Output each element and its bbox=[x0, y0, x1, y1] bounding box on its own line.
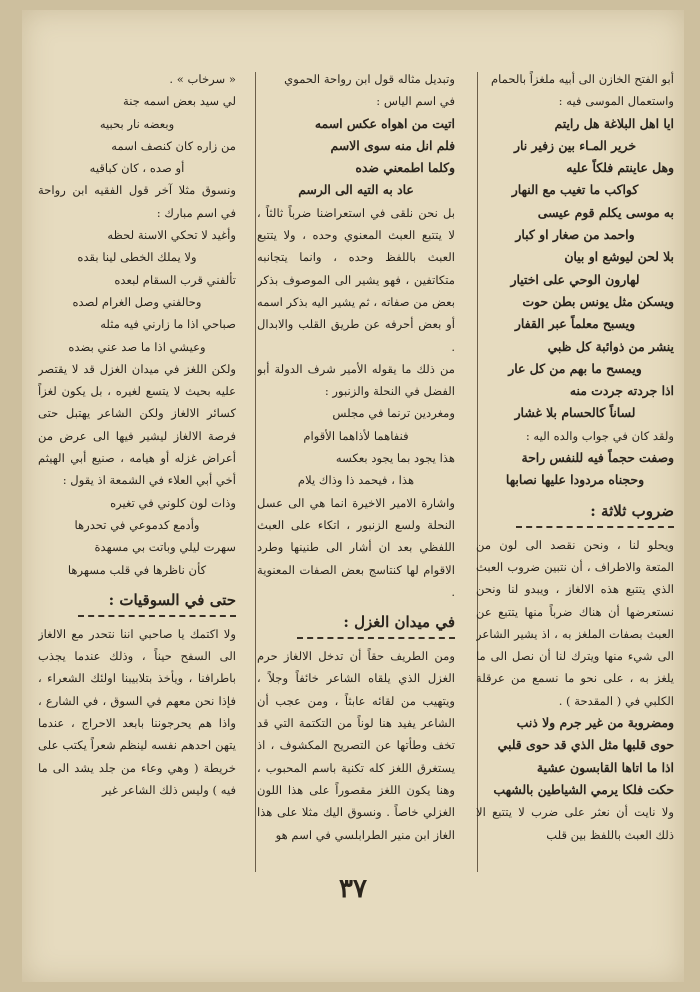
column-left bbox=[38, 68, 236, 878]
verse-line: هذا ، فيحمد ذا وذاك يلام bbox=[297, 473, 415, 488]
verse-line: أو صده ، كان كباقيه bbox=[89, 161, 185, 176]
verse-line: ومضروبة من غير جرم ولا ذنب bbox=[516, 715, 674, 731]
verse-line: اذا جردته جردت منه bbox=[569, 383, 674, 399]
text-line: ولقد كان في جواب والده اليه : bbox=[525, 428, 674, 443]
text-line: وتبديل مثاله قول ابن رواحة الحموي bbox=[284, 72, 455, 86]
verse-line: اذا ما اتاها القابسون عشية bbox=[536, 759, 674, 775]
page-number: ٣٧ bbox=[339, 874, 367, 904]
verse-line: وبعضه نار بحبيه bbox=[99, 116, 175, 131]
verse-line: كواكب ما تغيب مع النهار bbox=[511, 182, 639, 198]
verse-line: وكلما اطمعني ضده bbox=[355, 160, 455, 176]
section-heading: ضروب ثلاثة : bbox=[516, 496, 674, 528]
paragraph: ويحلو لنا ، ونحن نقصد الى لون من المتعة والاطراف ، أن نتبين ضروب العبث الذي يتتبع هذه الالغاز ، ويبدو لنا ونحن نستعرضها أن هناك ضرباً منها يتتبع عن العبث بصفات الملغز به ، اذ يشير الشاعر الى شيء منها ويترك لنا أن نصل الى ما يلغز به ، على نحو ما نسمع من عرقلة الكلبي في ( المقدحة ) . bbox=[476, 537, 674, 708]
verse-line: ومغردين ترنما في مجلس bbox=[332, 406, 455, 421]
verse-line: وذات لون كلوني في تغيره bbox=[110, 495, 236, 510]
verse-line: عاد به التيه الى الرسم bbox=[298, 182, 414, 198]
verse-line: وحجناه مردودا عليها نصابها bbox=[505, 472, 645, 488]
section-heading: في ميدان الغزل : bbox=[297, 607, 455, 639]
verse-line: وصفت حجماً فيه للنفس راحة bbox=[521, 450, 674, 466]
column-middle bbox=[257, 68, 455, 878]
paragraph: ونسوق مثلا آخر قول الفقيه ابن رواحة في اسم مبارك : bbox=[38, 183, 236, 220]
paragraph: ولا نايت أن نعثر على ضرب لا يتتبع الا ذلك العبث باللفظ بين قلب bbox=[476, 805, 674, 842]
verse-line: وحالفني وصل الغرام لصده bbox=[72, 294, 202, 309]
verse-line: ايا اهل البلاغة هل رايتم bbox=[554, 115, 674, 131]
verse-line: ويسكن مثل يونس بطن حوت bbox=[522, 293, 674, 309]
verse-line: ويسبح معلماً عبر القفار bbox=[514, 316, 636, 332]
verse-line: لهارون الوحي على اختيار bbox=[510, 271, 640, 287]
paragraph: ولا اكتمك يا صاحبي اننا نتحدر مع الالغاز الى السفح حيناً ، وذلك عندما يجذب باطرافنا ، ويأخذ بتلابيبنا اولئك الشعراء ، فإذا نحن معهم في السوق ، في الشارع ، واذا هم يحرجوننا بابعد الاحراج ، عندما يتهن احدهم نفسه لينظم شعراً يكتب على خريطة ( وهي وعاء من جلد يشد الى ما فيه ) وليس ذلك الشاعر غير bbox=[38, 626, 236, 797]
verse-line: وعيشي اذا ما صد عني بضده bbox=[68, 339, 206, 354]
verse-line: واحمد من صغار او كبار bbox=[515, 227, 635, 243]
verse-line: فنفاهما لأذاهما الأقوام bbox=[303, 428, 409, 443]
verse-line: لساناً كالحسام بلا غشار bbox=[514, 405, 636, 421]
paragraph: بل نحن نلقى في استعراضنا ضرباً ثالثاً ، لا يتتبع العبث المعنوي وحده ، ولا يتتبع العبث باللفظ وحده ، وانما يتجانبه متكاتفين ، فهو يشير الى الموصوف بذكر بعض من صفاته ، ثم يشير اليه بذكر اسمه أو بعض أحرفه عن طريق القلب والابدال . bbox=[257, 205, 455, 354]
text-line: أبو الفتح الخازن الى أبيه ملغزاً بالحمام bbox=[490, 72, 674, 86]
verse-line: هذا يجود بما يجود بعكسه bbox=[335, 451, 455, 466]
verse-line: وهل عاينتم فلكاً عليه bbox=[566, 160, 674, 176]
text-line: واستعمال الموسى فيه : bbox=[558, 94, 674, 109]
column-right bbox=[476, 68, 674, 878]
verse-line: ويمسح ما بهم من كل عار bbox=[508, 360, 642, 376]
verse-line: اتيت من اهواه عكس اسمه bbox=[314, 115, 455, 131]
book-page bbox=[22, 10, 684, 982]
paragraph: ولكن اللغز في ميدان الغزل قد لا يقتصر عليه بحيث لا يتسع لغيره ، بل يكون لغزاً كسائر الالغاز ولكن الشاعر يهتبل حتى فرصة الالغاز ليشير فيها الى عرض من أعراض غزله أو هيامه ، صنيع أبي الهيثم أخي أبي العلاء في الشمعة اذ يقول : bbox=[38, 361, 236, 488]
verse-line: وأدمع كدموعي في تحدرها bbox=[74, 517, 200, 532]
paragraph: من ذلك ما يقوله الأمير شرف الدولة أبو الفضل في النحلة والزنبور : bbox=[257, 361, 455, 399]
text-line: « سرخاب » . bbox=[169, 72, 236, 86]
verse-line: كأن ناظرها في قلب مسهرها bbox=[67, 562, 207, 577]
section-heading: حتى في السوقيات : bbox=[78, 585, 236, 617]
verse-line: خرير المـاء بين زفير نار bbox=[514, 137, 636, 153]
verse-line: تألفني قرب السقام لبعده bbox=[114, 272, 236, 287]
verse-line: بلا لحن ليوشع او بيان bbox=[564, 249, 674, 265]
verse-line: حكت فلكا يرمي الشياطين بالشهب bbox=[493, 781, 674, 797]
text-line: في اسم الياس : bbox=[376, 94, 455, 109]
columns bbox=[38, 68, 674, 878]
paragraph: ومن الطريف حقاً أن تدخل الالغاز حرم الغزل الذي يلقاه الشاعر خائفاً وجلاً ، ويتهيب من لقائه عابثاً ، ومن عجب أن الشاعر يفيد هنا لوناً من التكتمة التي قد تخف وطأتها عن التصريح المكشوف ، اذ يستغرق اللغز كله تكنية باسم المحبوب ، وهنا يكون اللغز مقصوراً على هذا اللون الغزلي خاصاً . ونسوق اليك مثلا على هذا الغاز ابن منير الطرابلسي في اسم هو bbox=[257, 649, 455, 842]
verse-line: لي سيد بعض اسمه جنة bbox=[123, 94, 236, 109]
verse-line: فلم انل منه سوى الاسم bbox=[330, 137, 455, 153]
paragraph: واشارة الامير الاخيرة انما هي الى عسل النحلة ولسع الزنبور ، اتكاء على العبث اللفظي بعد ان أشار الى طنينها وطرد الاقوام لها كنتاسج بعض الصفات المعنوية . bbox=[257, 495, 455, 599]
verse-line: من زاره كان كنصف اسمه bbox=[111, 138, 236, 153]
verse-line: ولا يملك الخطى لينا بقده bbox=[77, 250, 197, 265]
verse-line: سهرت ليلي وباتت بي مسهدة bbox=[94, 540, 236, 555]
verse-line: به موسى يكلم قوم عيسى bbox=[537, 204, 674, 220]
verse-line: صباحي اذا ما زارني فيه مثله bbox=[100, 317, 236, 332]
verse-line: ينشر من ذوائبة كل ظبي bbox=[547, 338, 674, 354]
verse-line: وأغيد لا تحكي الاسنة لحظه bbox=[107, 228, 236, 243]
verse-line: حوى قلبها مثل الذي قد حوى قلبي bbox=[497, 737, 674, 753]
